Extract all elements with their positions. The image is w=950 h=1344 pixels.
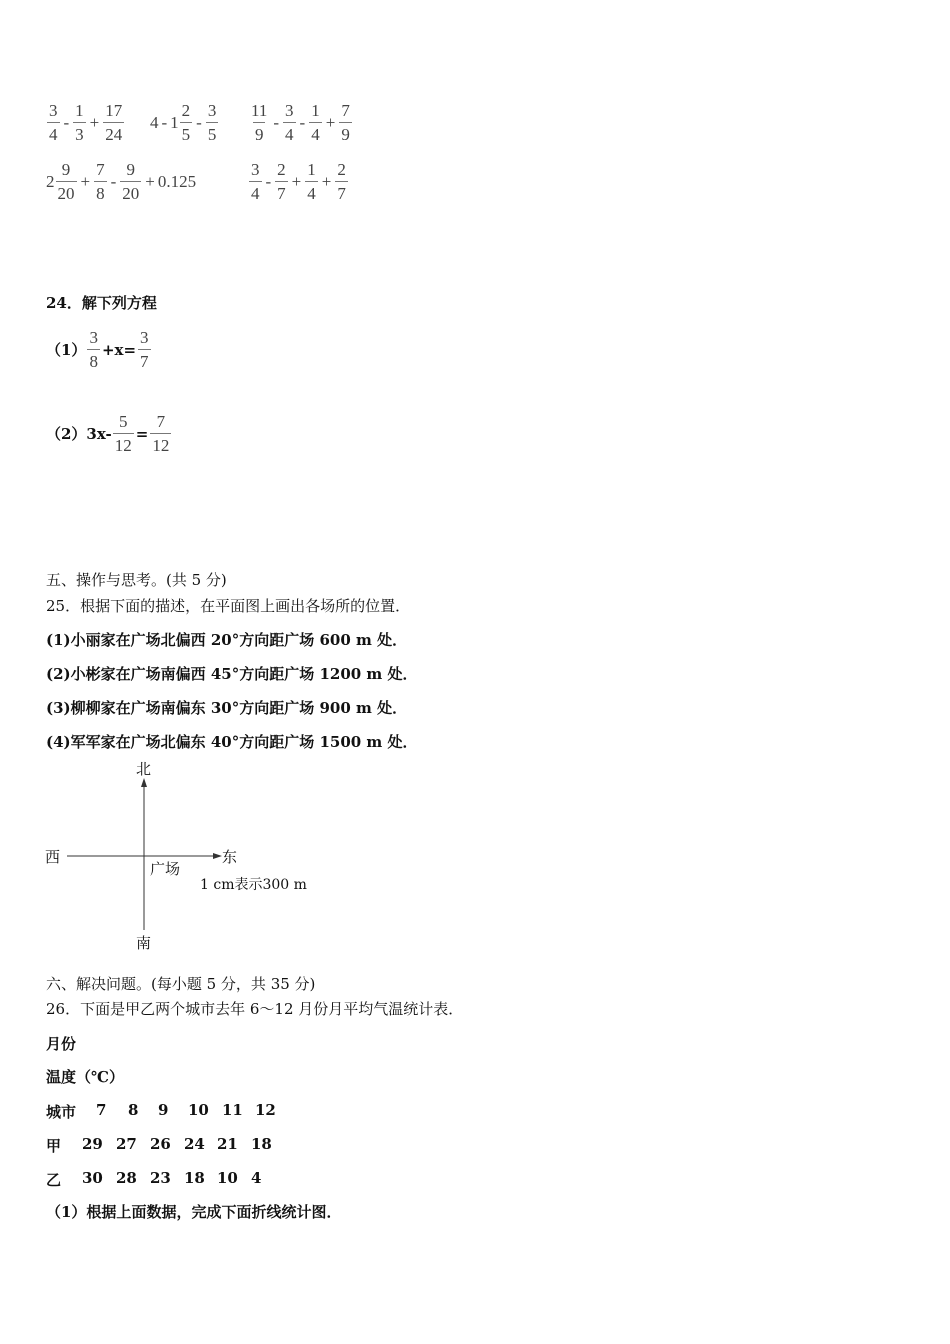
numerator: 2 (181, 101, 191, 120)
question-26-text: 26．下面是甲乙两个城市去年 6～12 月份月平均气温统计表． (46, 1000, 464, 1018)
question-25-text: 25．根据下面的描述，在平面图上画出各场所的位置． (46, 597, 411, 615)
denominator: 4 (309, 122, 322, 143)
denominator: 5 (180, 122, 193, 143)
denominator: 7 (275, 181, 288, 202)
month-cell: 11 (222, 1101, 243, 1119)
compass-east-label: 东 (222, 848, 238, 866)
denominator: 4 (249, 181, 262, 202)
value-cell: 18 (251, 1135, 272, 1153)
value-cell: 23 (150, 1169, 171, 1187)
denominator: 9 (253, 122, 266, 143)
numerator: 3 (207, 101, 217, 120)
value-cell: 18 (184, 1169, 205, 1187)
section-5-title: 五、操作与思考。(共 5 分) (46, 571, 227, 589)
q25-item-4: (4)军军家在广场北偏东 40°方向距广场 1500 m 处． (46, 733, 418, 751)
decimal-number: 0.125 (157, 171, 197, 191)
denominator: 4 (47, 122, 60, 143)
compass-north-label: 北 (136, 760, 152, 778)
denominator: 24 (103, 122, 124, 143)
city-header: 城市 (46, 1103, 77, 1121)
table-row-jia (46, 1135, 272, 1156)
temperature-label: 温度（℃） (46, 1068, 124, 1086)
value-cell: 21 (217, 1135, 238, 1153)
denominator: 4 (283, 122, 296, 143)
q26-subquestion-1: （1）根据上面数据，完成下面折线统计图． (46, 1203, 342, 1221)
whole-number: 2 (46, 171, 55, 191)
equation-label: （2）3x- (46, 425, 112, 443)
numerator: 7 (96, 160, 105, 179)
operator: - (196, 112, 202, 132)
operator: + (321, 171, 332, 191)
q25-item-2: (2)小彬家在广场南偏西 45°方向距广场 1200 m 处． (46, 665, 418, 683)
operator: - (273, 112, 280, 132)
numerator: 3 (49, 101, 58, 120)
city-cell: 乙 (46, 1171, 62, 1189)
east-arrowhead (213, 853, 222, 859)
numerator: 3 (251, 160, 260, 179)
compass-scale-label: 1 cm表示300 m (200, 877, 307, 893)
numerator: 3 (140, 328, 149, 347)
month-label: 月份 (46, 1035, 77, 1053)
numerator: 11 (251, 101, 268, 120)
operator: - (265, 171, 272, 191)
operator: + (89, 112, 100, 132)
denominator: 20 (120, 181, 141, 202)
denominator: 7 (335, 181, 348, 202)
value-cell: 29 (82, 1135, 103, 1153)
denominator: 3 (73, 122, 86, 143)
whole-number: 1 (170, 112, 179, 132)
value-cell: 10 (217, 1169, 238, 1187)
equation-middle: +x= (101, 340, 137, 359)
value-cell: 4 (251, 1169, 262, 1187)
numerator: 9 (61, 160, 71, 179)
denominator: 9 (339, 122, 352, 143)
operator: - (161, 112, 168, 132)
city-cell: 甲 (46, 1137, 62, 1155)
denominator: 4 (305, 181, 318, 202)
section-6-title: 六、解决问题。(每小题 5 分，共 35 分) (46, 975, 316, 993)
equation-middle: = (135, 424, 149, 443)
value-cell: 26 (150, 1135, 171, 1153)
month-cell: 9 (158, 1101, 169, 1119)
operator: - (299, 112, 306, 132)
operator: + (325, 112, 336, 132)
compass-center-label: 广场 (150, 860, 181, 878)
table-header-row (46, 1101, 276, 1122)
denominator: 20 (56, 181, 77, 202)
compass-south-label: 南 (136, 934, 152, 952)
table-row-yi (46, 1169, 261, 1190)
numerator: 7 (341, 101, 350, 120)
denominator: 7 (138, 349, 151, 370)
equation-label: （1） (46, 341, 87, 359)
value-cell: 27 (116, 1135, 137, 1153)
q25-item-1: (1)小丽家在广场北偏西 20°方向距广场 600 m 处． (46, 631, 408, 649)
value-cell: 28 (116, 1169, 137, 1187)
numerator: 1 (75, 101, 84, 120)
numerator: 1 (307, 160, 316, 179)
numerator: 9 (126, 160, 136, 179)
numerator: 2 (337, 160, 346, 179)
numerator: 17 (105, 101, 123, 120)
question-24-title: 24．解下列方程 (46, 294, 157, 312)
month-cell: 8 (128, 1101, 139, 1119)
month-cell: 12 (255, 1101, 276, 1119)
value-cell: 30 (82, 1169, 103, 1187)
month-cell: 7 (96, 1101, 107, 1119)
operator: - (63, 112, 70, 132)
denominator: 8 (87, 349, 100, 370)
numerator: 5 (119, 412, 128, 431)
numerator: 7 (156, 412, 166, 431)
value-cell: 24 (184, 1135, 205, 1153)
denominator: 8 (94, 181, 107, 202)
denominator: 5 (206, 122, 219, 143)
q25-item-3: (3)柳柳家在广场南偏东 30°方向距广场 900 m 处． (46, 699, 408, 717)
denominator: 12 (150, 433, 171, 454)
whole-number: 4 (150, 112, 159, 132)
numerator: 3 (285, 101, 294, 120)
operator: + (291, 171, 302, 191)
operator: - (110, 171, 117, 191)
month-cell: 10 (188, 1101, 209, 1119)
numerator: 3 (89, 328, 98, 347)
operator: + (80, 171, 91, 191)
operator: + (145, 171, 155, 191)
numerator: 1 (311, 101, 320, 120)
numerator: 2 (277, 160, 286, 179)
compass-west-label: 西 (45, 848, 61, 866)
denominator: 12 (113, 433, 134, 454)
